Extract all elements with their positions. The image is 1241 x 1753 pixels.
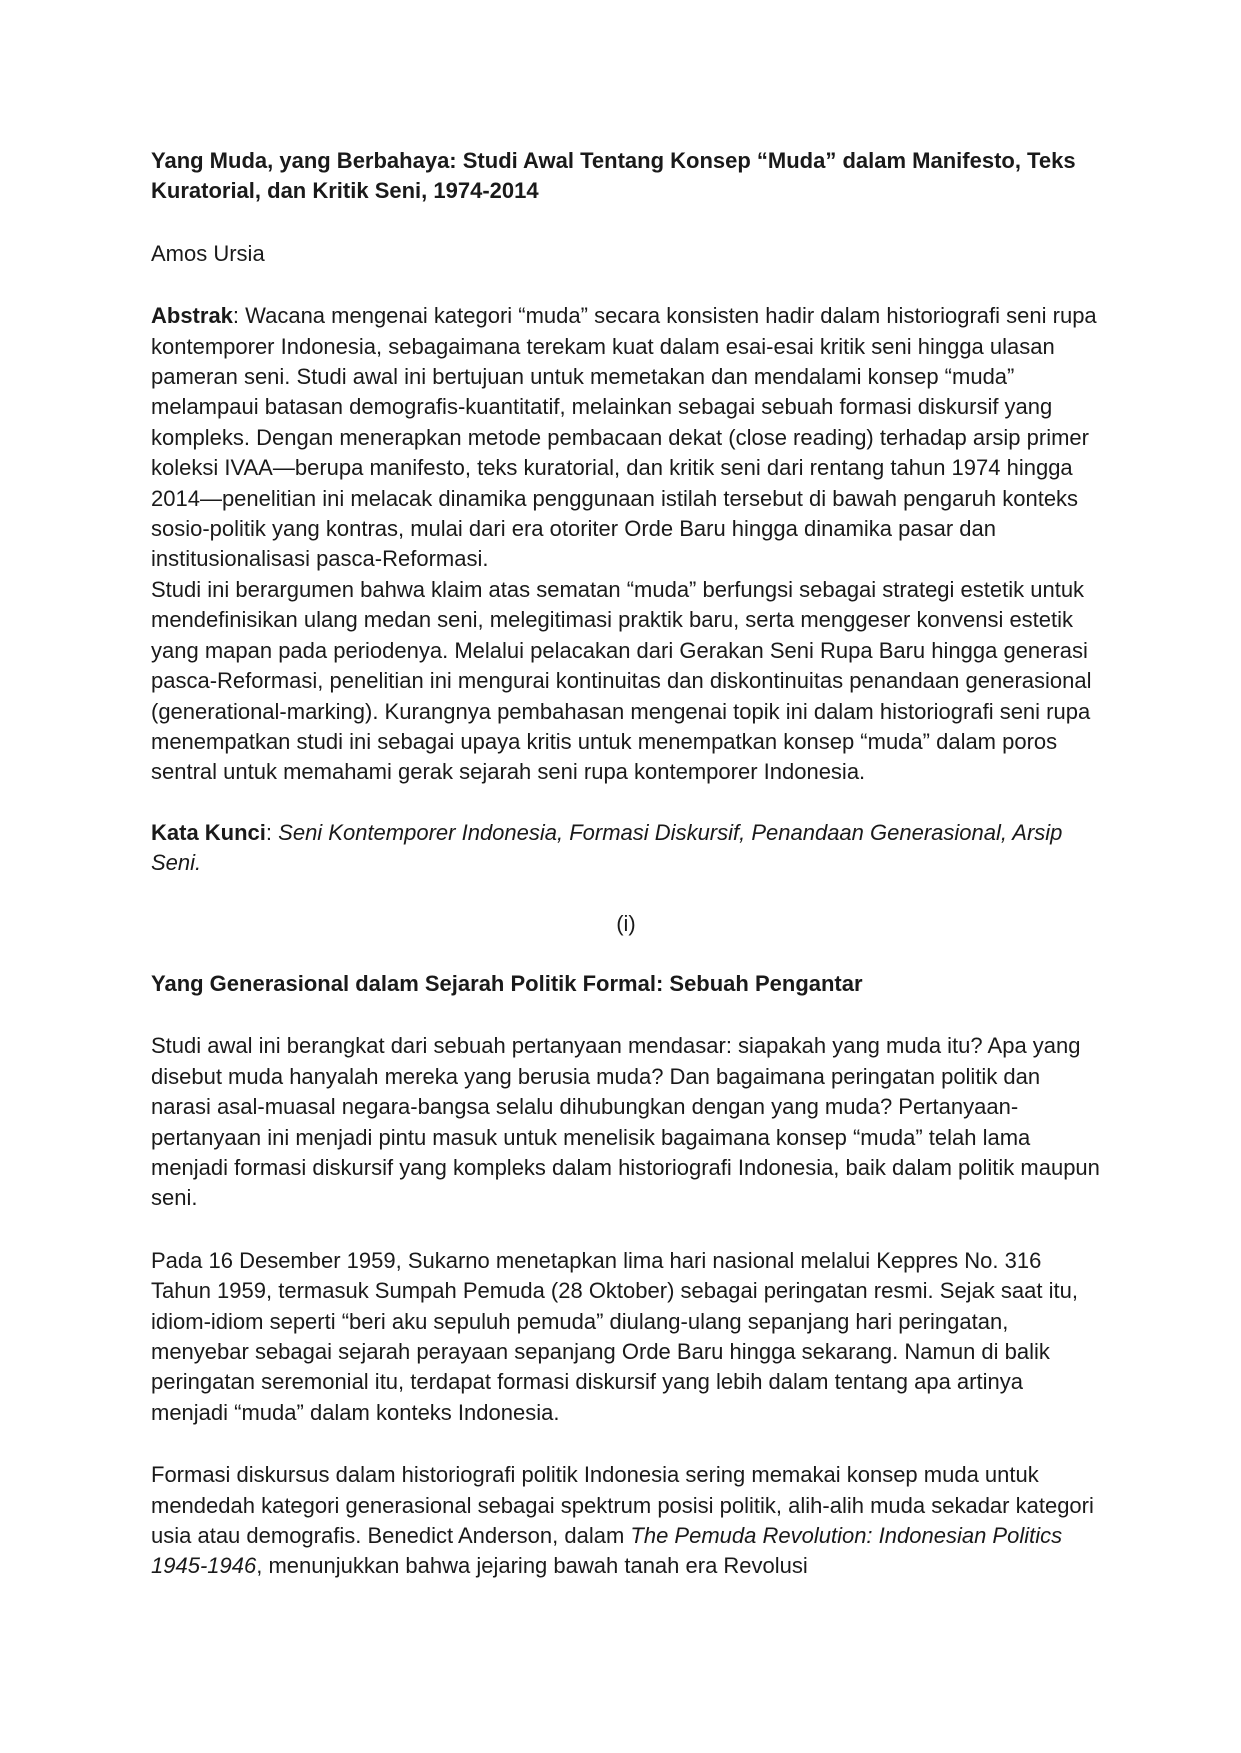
section-number: (i): [616, 910, 636, 936]
abstract-label: Abstrak: [151, 303, 233, 329]
keywords-list: Seni Kontemporer Indonesia, Formasi Diskursif, Penandaan Generasional, Arsip Seni.: [151, 819, 1063, 876]
body-paragraph-1: Studi awal ini berangkat dari sebuah pertanyaan mendasar: siapakah yang muda itu? Apa yang disebut muda hanyalah mereka yang berusia muda? Dan bagaimana peringatan politik dan narasi asal-muasal negara-bangsa selalu dihubungkan dengan yang muda? Pertanyaan-pertanyaan ini menjadi pintu masuk untuk menelisik bagaimana konsep “muda” telah lama menjadi formasi diskursif yang kompleks dalam historiografi Indonesia, baik dalam politik maupun seni.: [151, 1033, 1100, 1211]
keywords-block: [151, 818, 1101, 879]
abstract-paragraph-1: [151, 301, 1101, 575]
body-paragraph-3-text-a: Formasi diskursus dalam historiografi politik Indonesia sering memakai konsep muda untuk mendedah kategori generasional sebagai spektrum posisi politik, alih-alih muda sekadar kategori usia atau demografis. Benedict Anderson, dalam: [151, 1462, 1094, 1549]
keywords-separator: :: [265, 819, 279, 845]
body-paragraph-3-text-b: , menunjukkan bahwa jejaring bawah tanah era Revolusi: [256, 1553, 808, 1579]
body-paragraph-2: Pada 16 Desember 1959, Sukarno menetapkan lima hari nasional melalui Keppres No. 316 Tahun 1959, termasuk Sumpah Pemuda (28 Oktober) sebagai peringatan resmi. Sejak saat itu, idiom-idiom seperti “beri aku sepuluh pemuda” diulang-ulang sepanjang hari peringatan, menyebar sebagai sejarah perayaan sepanjang Orde Baru hingga sekarang. Namun di balik peringatan seremonial itu, terdapat formasi diskursif yang lebih dalam tentang apa artinya menjadi “muda” dalam konteks Indonesia.: [151, 1247, 1078, 1425]
section-heading: Yang Generasional dalam Sejarah Politik Formal: Sebuah Pengantar: [151, 970, 863, 996]
keywords-label: Kata Kunci: [151, 819, 266, 845]
author-name: Amos Ursia: [151, 240, 265, 266]
document-page: [151, 146, 1101, 1582]
abstract-block: [151, 301, 1101, 788]
body-paragraph-3: [151, 1460, 1101, 1582]
book-title-reference: The Pemuda Revolution: Indonesian Politics 1945-1946: [151, 1523, 1063, 1579]
abstract-text-1: : Wacana mengenai kategori “muda” secara konsisten hadir dalam historiografi seni rupa kontemporer Indonesia, sebagaimana terekam kuat dalam esai-esai kritik seni hingga ulasan pameran seni. Studi awal ini bertujuan untuk memetakan dan mendalami konsep “muda” melampaui batasan demografis-kuantitatif, melainkan sebagai sebuah formasi diskursif yang kompleks. Dengan menerapkan metode pembacaan dekat (close reading) terhadap arsip primer koleksi IVAA—berupa manifesto, teks kuratorial, dan kritik seni dari rentang tahun 1974 hingga 2014—penelitian ini melacak dinamika penggunaan istilah tersebut di bawah pengaruh konteks sosio-politik yang kontras, mulai dari era otoriter Orde Baru hingga dinamika pasar dan institusionalisasi pasca-Reformasi.: [151, 303, 1097, 572]
abstract-paragraph-2: Studi ini berargumen bahwa klaim atas sematan “muda” berfungsi sebagai strategi estetik untuk mendefinisikan ulang medan seni, melegitimasi praktik baru, serta menggeser konvensi estetik yang mapan pada periodenya. Melalui pelacakan dari Gerakan Seni Rupa Baru hingga generasi pasca-Reformasi, penelitian ini mengurai kontinuitas dan diskontinuitas penandaan generasional (generational-marking). Kurangnya pembahasan mengenai topik ini dalam historiografi seni rupa menempatkan studi ini sebagai upaya kritis untuk menempatkan konsep “muda” dalam poros sentral untuk memahami gerak sejarah seni rupa kontemporer Indonesia.: [151, 576, 1092, 785]
document-title: Yang Muda, yang Berbahaya: Studi Awal Tentang Konsep “Muda” dalam Manifesto, Teks Kuratorial, dan Kritik Seni, 1974-2014: [151, 148, 1076, 204]
